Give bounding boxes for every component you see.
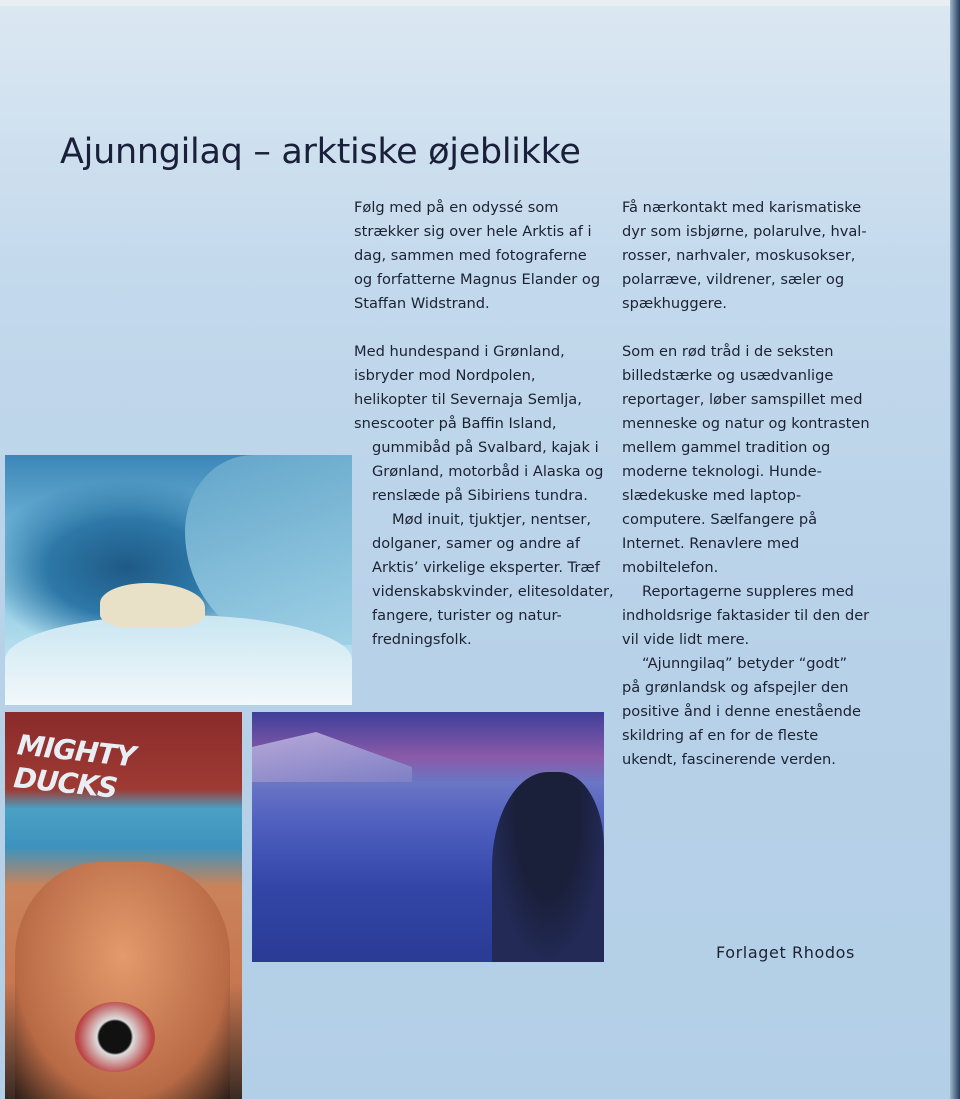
text-line: positive ånd i denne enestående xyxy=(622,703,861,720)
text-line: menneske og natur og kontrasten xyxy=(622,415,870,432)
text-line: fangere, turister og natur- xyxy=(372,607,562,624)
boy-with-cap-photo xyxy=(5,712,242,1099)
text-line: Mød inuit, tjuktjer, nentser, xyxy=(392,511,591,528)
cap-logo: MIGHTY DUCKS xyxy=(12,728,137,805)
text-line: renslæde på Sibiriens tundra. xyxy=(372,487,588,504)
text-line: polarræve, vildrener, sæler og xyxy=(622,271,845,288)
text-line: på grønlandsk og afspejler den xyxy=(622,679,849,696)
text-line: videnskabskvinder, elitesoldater, xyxy=(372,583,614,600)
text-line: snescooter på Baffin Island, xyxy=(354,415,557,432)
text-line: mobiltelefon. xyxy=(622,559,719,576)
cover-top-edge xyxy=(0,0,960,6)
text-line: billedstærke og usædvanlige xyxy=(622,367,834,384)
text-line: og forfatterne Magnus Elander og xyxy=(354,271,601,288)
text-line: spækhuggere. xyxy=(622,295,727,312)
text-line: Grønland, motorbåd i Alaska og xyxy=(372,463,604,480)
text-line: helikopter til Severnaja Semlja, xyxy=(354,391,582,408)
dog-sled-photo xyxy=(252,712,604,962)
publisher-name: Forlaget Rhodos xyxy=(716,943,855,962)
text-line: moderne teknologi. Hunde- xyxy=(622,463,822,480)
polar-bear-photo xyxy=(5,455,352,705)
text-line: strækker sig over hele Arktis af i xyxy=(354,223,592,240)
text-line: “Ajunngilaq” betyder “godt” xyxy=(642,655,848,672)
text-line: Som en rød tråd i de seksten xyxy=(622,343,834,360)
book-spine-edge xyxy=(950,0,960,1099)
sled-rider xyxy=(492,772,604,962)
text-line: Reportagerne suppleres med xyxy=(642,583,854,600)
right-text-column xyxy=(622,196,870,772)
text-line: dyr som isbjørne, polarulve, hval- xyxy=(622,223,867,240)
text-line: slædekuske med laptop- xyxy=(622,487,802,504)
text-line: computere. Sælfangere på xyxy=(622,511,818,528)
text-line: rosser, narhvaler, moskusokser, xyxy=(622,247,856,264)
text-line: gummibåd på Svalbard, kajak i xyxy=(372,439,599,456)
text-line: fredningsfolk. xyxy=(372,631,472,648)
text-line: Med hundespand i Grønland, xyxy=(354,343,565,360)
text-line: dolganer, samer og andre af xyxy=(372,535,581,552)
text-line: Internet. Renavlere med xyxy=(622,535,800,552)
text-line: indholdsrige faktasider til den der xyxy=(622,607,870,624)
polar-bear xyxy=(100,583,205,628)
text-line: Staffan Widstrand. xyxy=(354,295,490,312)
text-line: dag, sammen med fotograferne xyxy=(354,247,587,264)
eyeball-candy xyxy=(75,1002,155,1072)
text-line: Følg med på en odyssé som xyxy=(354,199,559,216)
text-line: vil vide lidt mere. xyxy=(622,631,750,648)
text-line: skildring af en for de fleste xyxy=(622,727,819,744)
text-line: ukendt, fascinerende verden. xyxy=(622,751,836,768)
book-title: Ajunngilaq – arktiske øjeblikke xyxy=(60,132,581,172)
text-line: Få nærkontakt med karismatiske xyxy=(622,199,862,216)
text-line: Arktis’ virkelige eksperter. Træf xyxy=(372,559,600,576)
text-line: reportager, løber samspillet med xyxy=(622,391,863,408)
text-line: isbryder mod Nordpolen, xyxy=(354,367,536,384)
left-text-column xyxy=(354,196,614,652)
text-line: mellem gammel tradition og xyxy=(622,439,831,456)
